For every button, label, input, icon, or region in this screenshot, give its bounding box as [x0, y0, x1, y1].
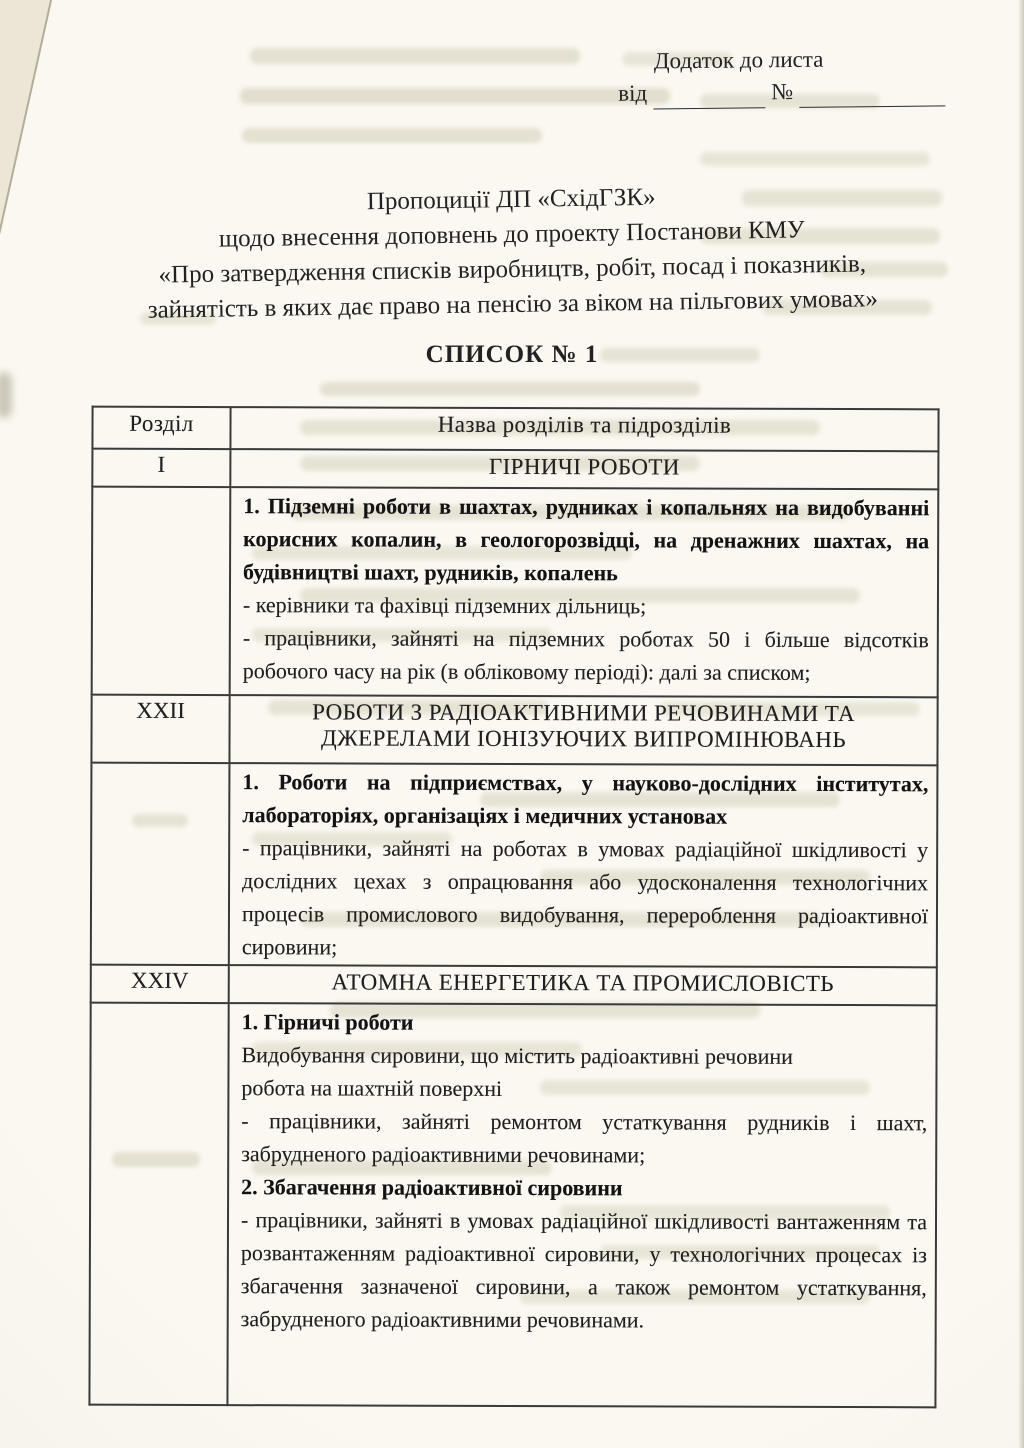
- section-number-cell: XXIV: [91, 965, 229, 1003]
- document-title: [49, 175, 975, 329]
- annex-number-label: №: [770, 78, 794, 105]
- content-paragraph: 1. Підземні роботи в шахтах, рудниках і копальнях на видобуванні корисних копалин, в геологорозвідці, на дренажних шахтах, на будівництві шахт, рудників, копалень: [243, 493, 930, 586]
- table-row-content: [89, 1003, 936, 1408]
- table-row-section-XXIV: [91, 965, 937, 1006]
- content-paragraph: 1. Гірничі роботи: [241, 1009, 414, 1035]
- column-header-section: Розділ: [92, 407, 230, 449]
- fold-edge-line: [0, 0, 52, 235]
- table-row-content: [91, 763, 938, 968]
- content-paragraph: 2. Збагачення радіоактивної сировини: [241, 1174, 623, 1201]
- folded-corner-artifact: [0, 0, 52, 235]
- annex-reference-block: [618, 42, 965, 110]
- annex-from-number-line: [618, 74, 964, 110]
- content-paragraph: 1. Роботи на підприємствах, у науково-дослідних інститутах, лабораторіях, організаціях і медичних установах: [242, 769, 929, 829]
- scan-smudge: [0, 372, 12, 418]
- section-title-cell: РОБОТИ З РАДІОАКТИВНИМИ РЕЧОВИНАМИ ТА ДЖЕРЕЛАМИ ІОНІЗУЮЧИХ ВИПРОМІНЮВАНЬ: [229, 695, 937, 765]
- page-edge-shadow: [1018, 0, 1024, 1448]
- sections-table: [88, 406, 939, 1409]
- table-row-section-I: [92, 449, 938, 490]
- title-line: Пропоциції ДП «СхідГЗК»: [366, 183, 656, 216]
- table-row-section-XXII: [91, 695, 937, 766]
- annex-number-blank: [799, 81, 945, 108]
- section-number-cell: XXII: [91, 695, 229, 763]
- section-content-cell: [230, 487, 939, 697]
- column-header-name: Назва розділів та підрозділів: [230, 407, 938, 451]
- annex-date-blank: [653, 83, 765, 109]
- content-paragraph: - працівники, зайняті на підземних роботах 50 і більше відсотків робочого часу на рік (в обліковому періоді): далі за списком;: [242, 625, 929, 685]
- section-title-cell: ГІРНИЧІ РОБОТИ: [230, 449, 938, 489]
- content-paragraph: робота на шахтній поверхні: [241, 1075, 503, 1101]
- section-title-cell: АТОМНА ЕНЕРГЕТИКА ТА ПРОМИСЛОВІСТЬ: [229, 965, 937, 1005]
- bleed-through-artifact: [700, 152, 930, 166]
- empty-section-cell: [92, 487, 231, 695]
- section-number-cell: I: [92, 449, 230, 487]
- bleed-through-artifact: [320, 382, 700, 396]
- bleed-through-artifact: [240, 88, 670, 104]
- content-paragraph: - працівники, зайняті ремонтом устаткування рудників і шахт, забрудненого радіоактивними речовинами;: [241, 1108, 928, 1168]
- section-content-cell: [227, 1003, 936, 1407]
- sections-table-wrapper: [88, 406, 939, 1409]
- title-line: «Про затвердження списків виробництв, робіт, посад і показників,: [158, 250, 867, 289]
- bleed-through-artifact: [250, 48, 580, 64]
- content-paragraph: - керівники та фахівці підземних дільниць;: [242, 592, 647, 619]
- title-line: щодо внесення доповнень до проекту Постанови КМУ: [218, 216, 805, 253]
- list-heading: СПИСОК № 1: [425, 341, 599, 368]
- table-row-content: [92, 487, 939, 698]
- bleed-through-artifact: [242, 128, 542, 143]
- empty-section-cell: [89, 1003, 228, 1405]
- content-paragraph: - працівники, зайняті на роботах в умовах радіаційної шкідливості у дослідних цехах з опрацювання або удосконалення технологічних процесів промислового видобування, перероблення радіоактивної сировини;: [241, 835, 929, 960]
- annex-from-label: від: [618, 80, 648, 106]
- title-line: зайнятість в яких дає право на пенсію за віком на пільгових умовах»: [147, 285, 879, 324]
- empty-section-cell: [91, 763, 230, 965]
- content-paragraph: Видобування сировини, що містить радіоактивні речовини: [241, 1042, 794, 1069]
- section-content-cell: [229, 763, 938, 967]
- annex-line: Додаток до листа: [653, 46, 824, 74]
- content-paragraph: - працівники, зайняті в умовах радіаційної шкідливості вантаженням та розвантаженням радіоактивної сировини, у технологічних процесах із збагачення зазначеної сировини, а також ремонтом устаткування, забрудненого радіоактивними речовинами.: [240, 1207, 928, 1333]
- table-header-row: [92, 407, 938, 452]
